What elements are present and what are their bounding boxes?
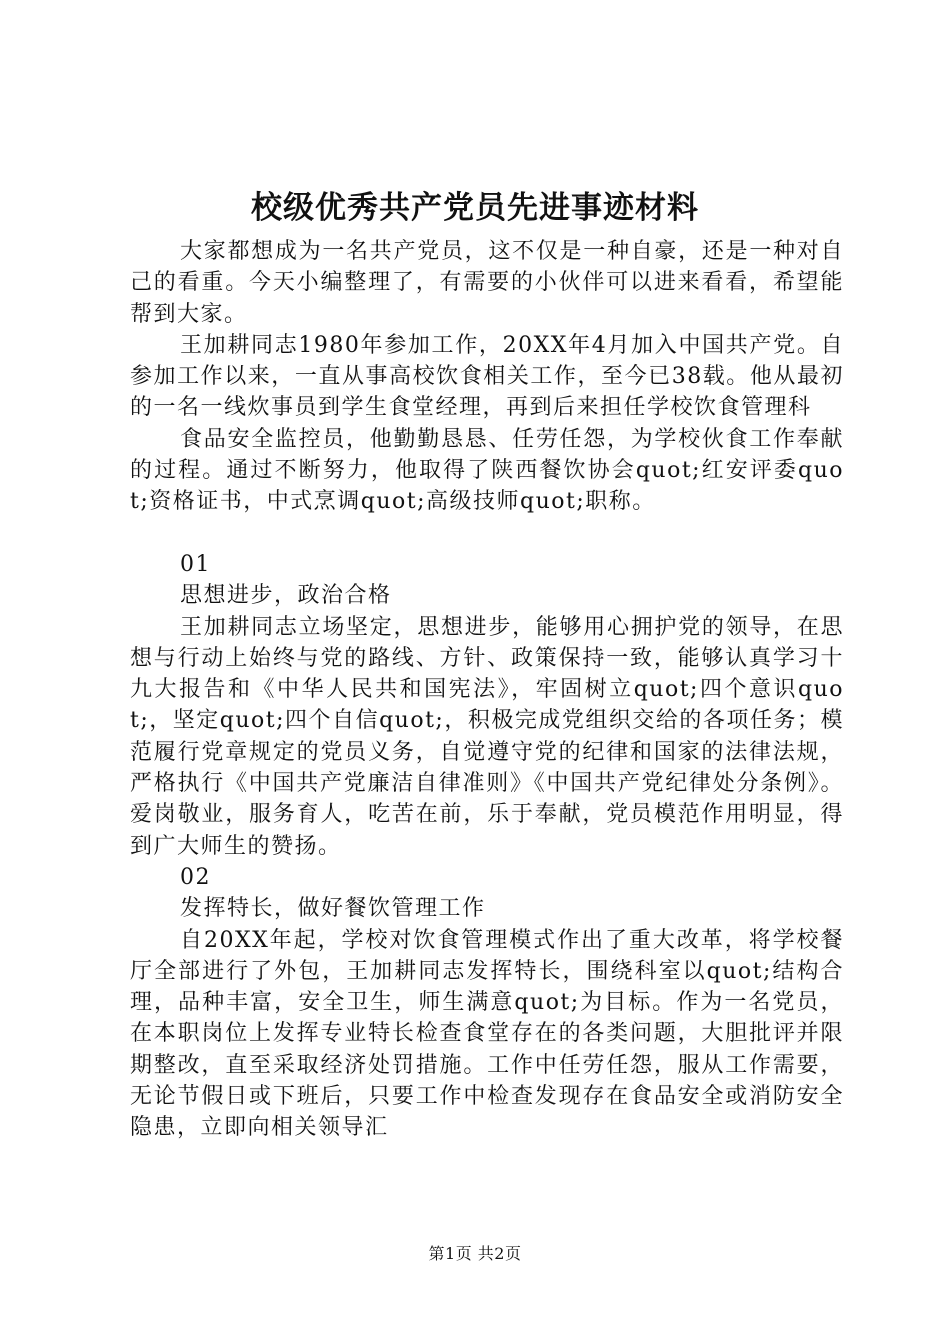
blank-line	[130, 518, 844, 549]
section-paragraph: 王加耕同志立场坚定，思想进步，能够用心拥护党的领导，在思想与行动上始终与党的路线、方针、政策保持一致，能够认真学习十九大报告和《中华人民共和国宪法》，牢固树立quot;四个意识quot;，坚定quot;四个自信quot;，积极完成党组织交给的各项任务；模范履行党章规定的党员义务，自觉遵守党的纪律和国家的法律法规，严格执行《中国共产党廉洁自律准则》《中国共产党纪律处分条例》。爱岗敬业，服务育人，吃苦在前，乐于奉献，党员模范作用明显，得到广大师生的赞扬。	[130, 614, 844, 859]
section-paragraph: 自20XX年起，学校对饮食管理模式作出了重大改革，将学校餐厅全部进行了外包，王加耕同志发挥特长，围绕科室以quot;结构合理，品种丰富，安全卫生，师生满意quot;为目标。作为一名党员，在本职岗位上发挥专业特长检查食堂存在的各类问题，大胆批评并限期整改，直至采取经济处罚措施。工作中任劳任怨，服从工作需要，无论节假日或下班后，只要工作中检查发现存在食品安全或消防安全隐患，立即向相关领导汇	[130, 927, 844, 1141]
document-title: 校级优秀共产党员先进事迹材料	[251, 190, 699, 226]
section-number: 01	[180, 551, 211, 577]
document-body	[130, 236, 844, 1144]
section-number: 02	[180, 864, 211, 890]
intro-paragraph: 大家都想成为一名共产党员，这不仅是一种自豪，还是一种对自己的看重。今天小编整理了，有需要的小伙伴可以进来看看，希望能帮到大家。	[130, 239, 844, 327]
section-heading: 思想进步，政治合格	[180, 583, 392, 609]
section	[130, 549, 844, 862]
section	[130, 862, 844, 1144]
section-heading: 发挥特长，做好餐饮管理工作	[180, 896, 486, 922]
intro-paragraph: 王加耕同志1980年参加工作，20XX年4月加入中国共产党。自参加工作以来，一直从事高校饮食相关工作，至今已38载。他从最初的一名一线炊事员到学生食堂经理，再到后来担任学校饮食管理科	[130, 332, 844, 421]
intro-paragraph: 食品安全监控员，他勤勤恳恳、任劳任怨，为学校伙食工作奉献的过程。通过不断努力，他取得了陕西餐饮协会quot;红安评委quot;资格证书，中式烹调quot;高级技师quot;职称。	[130, 426, 844, 515]
page-footer: 第1页 共2页	[428, 1244, 522, 1263]
